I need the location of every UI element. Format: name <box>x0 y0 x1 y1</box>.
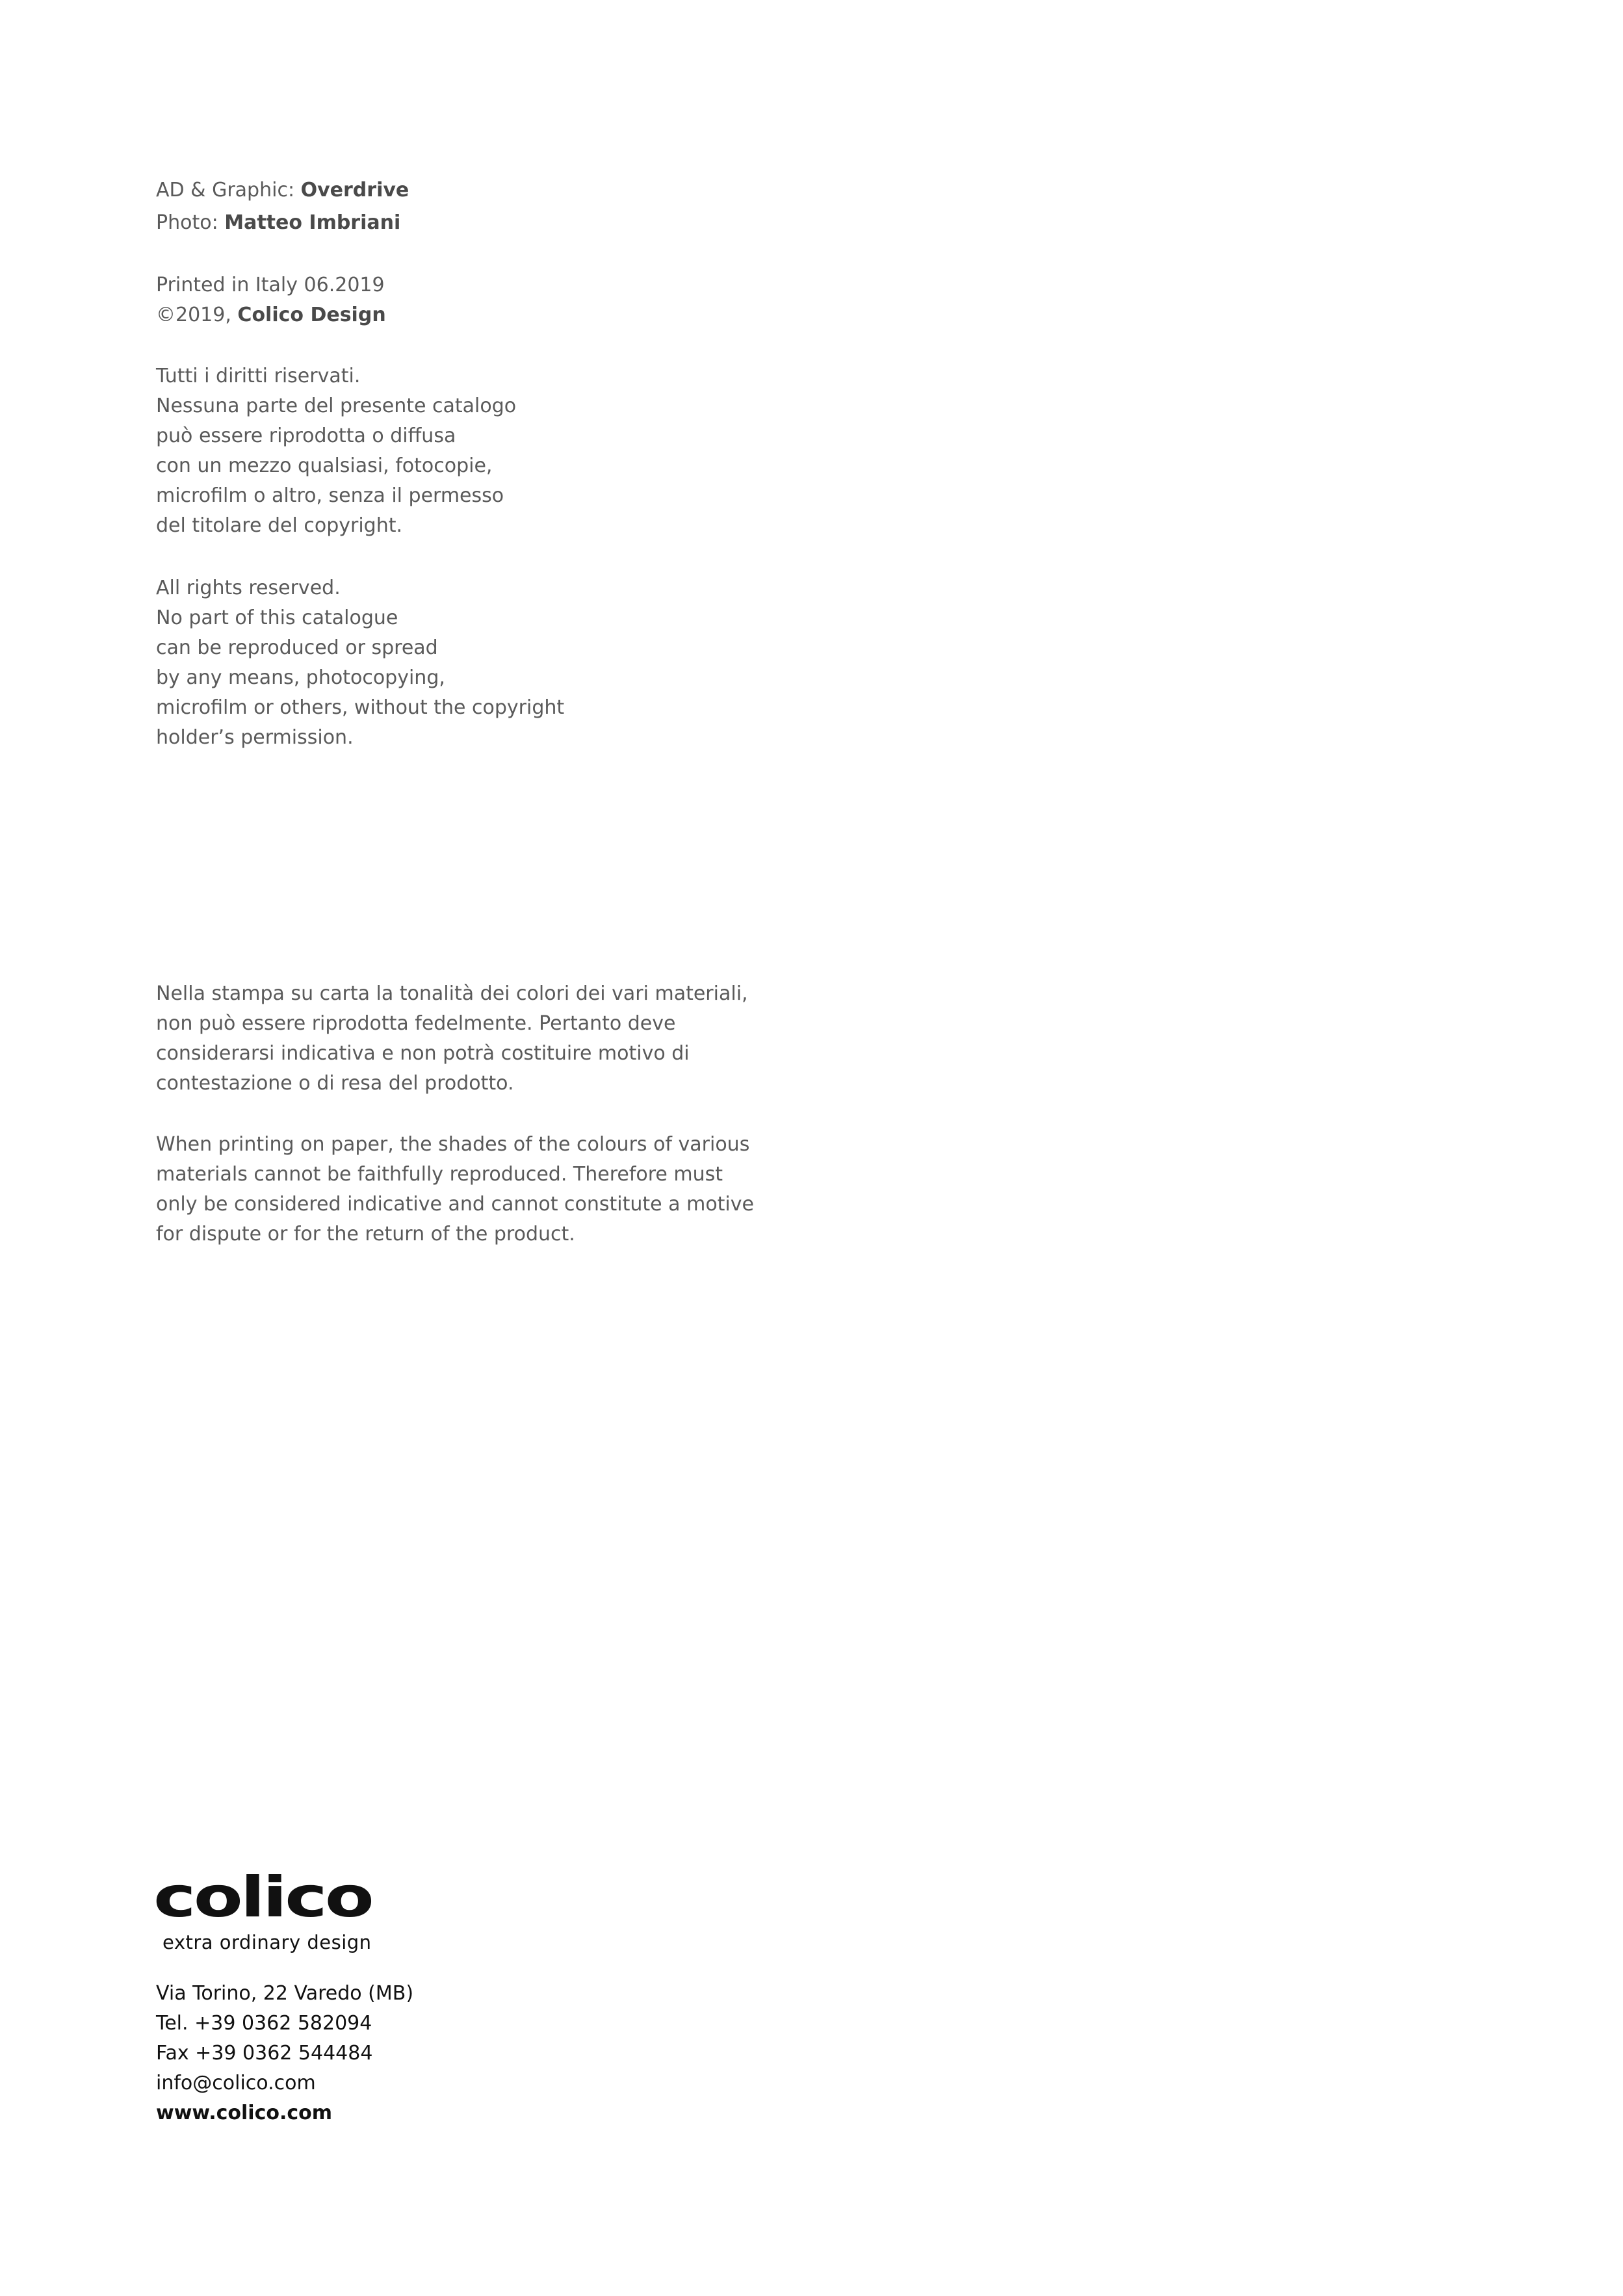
rights-italian <box>156 361 516 541</box>
rights-en-line: microfilm or others, without the copyright <box>156 696 565 719</box>
rights-it-line: del titolare del copyright. <box>156 514 403 537</box>
copyright-line <box>156 300 386 330</box>
note-en-line: When printing on paper, the shades of the colours of various <box>156 1133 750 1156</box>
contact-email[interactable]: info@colico.com <box>156 2072 316 2094</box>
color-note-english <box>156 1130 754 1249</box>
contact-website[interactable]: www.colico.com <box>156 2102 333 2124</box>
rights-it-line: con un mezzo qualsiasi, fotocopie, <box>156 454 493 477</box>
rights-en-line: holder’s permission. <box>156 726 354 749</box>
photo-label: Photo: <box>156 211 225 234</box>
rights-it-line: microfilm o altro, senza il permesso <box>156 484 504 507</box>
rights-en-line: can be reproduced or spread <box>156 636 438 659</box>
note-it-line: contestazione o di resa del prodotto. <box>156 1072 514 1095</box>
contact-phone: Tel. +39 0362 582094 <box>156 2012 372 2035</box>
copyright-holder: Colico Design <box>237 304 386 326</box>
credits-block <box>156 174 409 239</box>
colico-logo-wordmark: colico <box>153 1872 372 1924</box>
colico-logo <box>153 1872 374 1924</box>
note-it-line: considerarsi indicativa e non potrà costituire motivo di <box>156 1042 690 1065</box>
note-it-line: non può essere riprodotta fedelmente. Pertanto deve <box>156 1012 676 1035</box>
printed-block <box>156 270 386 330</box>
note-it-line: Nella stampa su carta la tonalità dei colori dei vari materiali, <box>156 982 748 1005</box>
copyright-year: ©2019, <box>156 304 238 326</box>
note-en-line: for dispute or for the return of the product. <box>156 1223 575 1246</box>
photo-line <box>156 207 409 239</box>
rights-english <box>156 573 564 753</box>
rights-it-line: Tutti i diritti riservati. <box>156 365 361 387</box>
contact-block <box>156 1979 413 2128</box>
ad-graphic-line <box>156 174 409 207</box>
ad-graphic-name: Overdrive <box>300 179 409 202</box>
rights-it-line: può essere riprodotta o diffusa <box>156 424 456 447</box>
rights-it-line: Nessuna parte del presente catalogo <box>156 395 517 417</box>
note-en-line: only be considered indicative and cannot constitute a motive <box>156 1193 754 1216</box>
note-en-line: materials cannot be faithfully reproduced. Therefore must <box>156 1163 723 1186</box>
ad-graphic-label: AD & Graphic: <box>156 179 301 202</box>
photo-name: Matteo Imbriani <box>224 211 401 234</box>
rights-en-line: by any means, photocopying, <box>156 666 445 689</box>
contact-fax: Fax +39 0362 544484 <box>156 2042 373 2065</box>
color-note-italian <box>156 979 748 1099</box>
rights-en-line: All rights reserved. <box>156 577 341 599</box>
rights-en-line: No part of this catalogue <box>156 607 398 629</box>
contact-address: Via Torino, 22 Varedo (MB) <box>156 1982 414 2005</box>
brand-tagline: extra ordinary design <box>162 1931 372 1953</box>
printed-line: Printed in Italy 06.2019 <box>156 274 385 296</box>
